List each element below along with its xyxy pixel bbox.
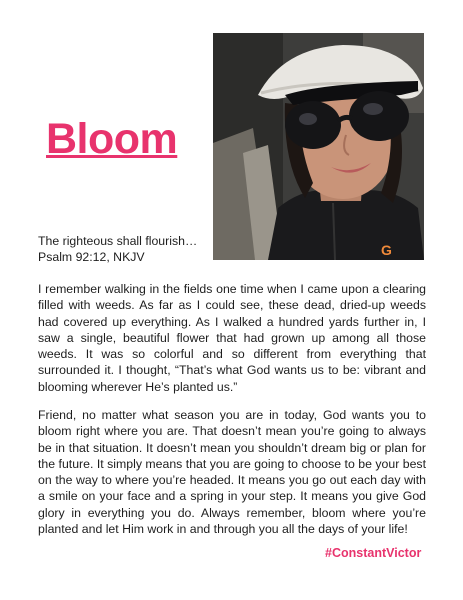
scripture-verse [38,233,197,265]
hashtag: #ConstantVictor [325,546,422,560]
verse-text: The righteous shall flourish… [38,234,198,248]
page-title: Bloom [46,115,178,163]
body-paragraph: I remember walking in the fields one time when I came upon a clearing filled with weeds. As far as I could see, these dead, dried-up weeds had covered up everything. As I walked a hundred yards further in, I saw a single, beautiful flower that had grown up among all those weeds. It was so colorful and so different from everything that surrounded it. I thought, “That’s what God wants us to be: vibrant and blooming wherever He’s planted us.” [38,282,426,394]
svg-text:G: G [381,242,392,258]
verse-reference: Psalm 92:12, NKJV [38,250,145,264]
selfie-photo [213,33,424,260]
body-paragraph: Friend, no matter what season you are in today, God wants you to bloom right where you are. That doesn’t mean you’re going to always be in that situation. It doesn’t mean you shouldn’t dream big or plan for the future. It simply means that you are going to choose to be your best on the way to where you’re headed. It means you go out each day with a smile on your face and a spring in your step. It means you give God glory in everything you do. Always remember, bloom where you’re planted and let Him work in and through you all the days of your life! [38,408,426,537]
